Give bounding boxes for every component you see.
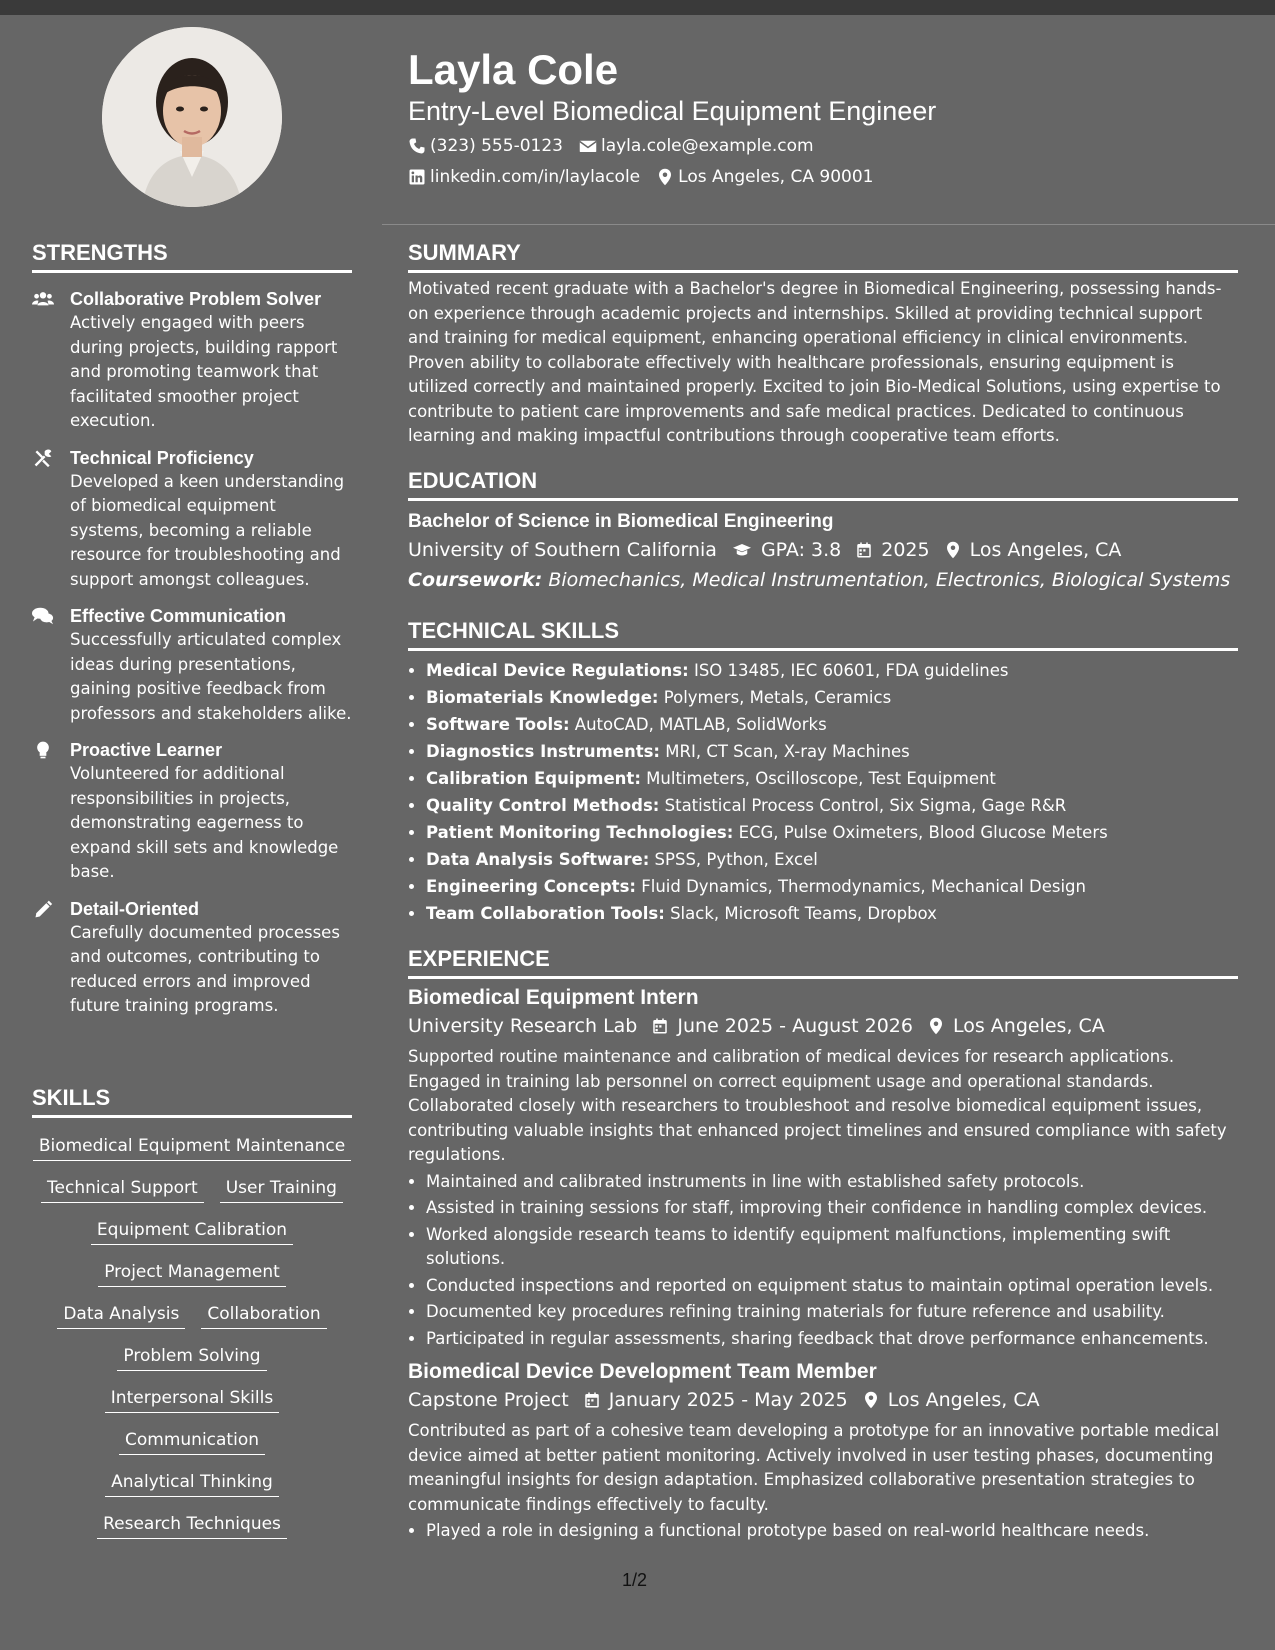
list-item bbox=[426, 684, 1238, 711]
envelope-icon bbox=[579, 137, 597, 155]
phone-number: (323) 555-0123 bbox=[430, 136, 563, 156]
skill-tags bbox=[32, 1132, 352, 1539]
list-item bbox=[426, 846, 1238, 873]
list-item: • Maintained and calibrated instruments in line with established safety protocols. bbox=[426, 1170, 1238, 1195]
technical-skills-section bbox=[408, 618, 1238, 927]
list-item bbox=[426, 738, 1238, 765]
strength-item bbox=[32, 738, 352, 885]
list-item: • Documented key procedures refining training materials for future reference and usability. bbox=[426, 1300, 1238, 1325]
skill-value: SPSS, Python, Excel bbox=[654, 850, 818, 869]
school-name: University of Southern California bbox=[408, 539, 717, 561]
tools-icon bbox=[32, 446, 70, 593]
contact-row-2 bbox=[408, 165, 889, 189]
job-title: Biomedical Equipment Intern bbox=[408, 986, 699, 1009]
lightbulb-icon bbox=[32, 738, 70, 885]
skill-label: Biomaterials Knowledge: bbox=[426, 688, 659, 707]
job-org: Capstone Project bbox=[408, 1389, 569, 1411]
top-bar bbox=[0, 0, 1275, 15]
users-icon bbox=[32, 287, 70, 434]
header-divider bbox=[382, 224, 1275, 225]
skill-label: Quality Control Methods: bbox=[426, 796, 660, 815]
phone-icon bbox=[408, 137, 426, 155]
experience-entry bbox=[408, 1359, 1238, 1544]
list-item bbox=[426, 711, 1238, 738]
skill-tag: User Training bbox=[220, 1174, 343, 1203]
location-text: Los Angeles, CA 90001 bbox=[678, 167, 874, 187]
candidate-role: Entry-Level Biomedical Equipment Engineer bbox=[408, 96, 937, 126]
pencil-icon bbox=[32, 897, 70, 1019]
gpa-value: GPA: 3.8 bbox=[760, 539, 842, 561]
experience-section bbox=[408, 946, 1238, 1546]
list-item: • Participated in regular assessments, sharing feedback that drove performance enhancements. bbox=[426, 1327, 1238, 1352]
map-pin-icon bbox=[944, 541, 962, 559]
strength-item bbox=[32, 287, 352, 434]
calendar-icon bbox=[651, 1017, 669, 1035]
strength-item bbox=[32, 897, 352, 1019]
strength-item bbox=[32, 604, 352, 726]
graduation-cap-icon bbox=[731, 541, 753, 559]
skill-tag: Problem Solving bbox=[117, 1342, 266, 1371]
skill-tag: Interpersonal Skills bbox=[105, 1384, 279, 1413]
location-contact bbox=[656, 165, 873, 189]
skill-value: MRI, CT Scan, X-ray Machines bbox=[665, 742, 910, 761]
map-pin-icon bbox=[862, 1391, 880, 1409]
experience-heading: EXPERIENCE bbox=[408, 946, 1238, 979]
page-number: 1/2 bbox=[622, 1570, 648, 1590]
skill-value: Statistical Process Control, Six Sigma, Gage R&R bbox=[664, 796, 1067, 815]
strength-title: Technical Proficiency bbox=[70, 447, 254, 468]
calendar-icon bbox=[583, 1391, 601, 1409]
job-dates bbox=[583, 1385, 848, 1415]
job-title: Biomedical Device Development Team Member bbox=[408, 1360, 877, 1383]
graduation-year bbox=[855, 535, 929, 565]
education-location bbox=[944, 535, 1122, 565]
job-bullets bbox=[408, 1170, 1238, 1352]
experience-entry bbox=[408, 985, 1238, 1351]
list-item: • Played a role in designing a functional prototype based on real-world healthcare needs. bbox=[426, 1519, 1238, 1544]
phone-contact bbox=[408, 134, 563, 158]
strength-title: Proactive Learner bbox=[70, 740, 223, 760]
list-item bbox=[426, 657, 1238, 684]
technical-skills-list bbox=[408, 657, 1238, 927]
strengths-heading: STRENGTHS bbox=[32, 240, 352, 273]
list-item bbox=[426, 900, 1238, 927]
skill-label: Patient Monitoring Technologies: bbox=[426, 823, 734, 842]
list-item bbox=[426, 765, 1238, 792]
calendar-icon bbox=[855, 541, 873, 559]
skills-section bbox=[32, 1085, 352, 1552]
skill-tag: Equipment Calibration bbox=[91, 1216, 293, 1245]
location-value: Los Angeles, CA bbox=[887, 1389, 1040, 1411]
skill-label: Team Collaboration Tools: bbox=[426, 904, 665, 923]
linkedin-url[interactable]: linkedin.com/in/laylacole bbox=[430, 167, 641, 187]
year-value: 2025 bbox=[881, 539, 930, 561]
list-item bbox=[426, 873, 1238, 900]
contact-row-1 bbox=[408, 134, 830, 158]
skill-value: Slack, Microsoft Teams, Dropbox bbox=[670, 904, 937, 923]
list-item: • Worked alongside research teams to identify equipment malfunctions, implementing swift solutions. bbox=[426, 1223, 1238, 1272]
skill-label: Medical Device Regulations: bbox=[426, 661, 689, 680]
strength-description: Developed a keen understanding of biomedical equipment systems, becoming a reliable resource for troubleshooting and support amongst colleagues. bbox=[70, 471, 345, 589]
summary-heading: SUMMARY bbox=[408, 240, 1238, 273]
education-heading: EDUCATION bbox=[408, 468, 1238, 501]
job-location bbox=[927, 1011, 1105, 1041]
location-value: Los Angeles, CA bbox=[952, 1015, 1105, 1037]
coursework-label: Coursework: bbox=[408, 569, 543, 591]
education-section bbox=[408, 468, 1238, 595]
degree-title: Bachelor of Science in Biomedical Engineering bbox=[408, 511, 834, 532]
strength-title: Detail-Oriented bbox=[70, 898, 200, 919]
skill-label: Software Tools: bbox=[426, 715, 570, 734]
skill-value: Polymers, Metals, Ceramics bbox=[663, 688, 892, 707]
strength-title: Effective Communication bbox=[70, 606, 287, 626]
strength-description: Successfully articulated complex ideas during presentations, gaining positive feedback from professors and stakeholders alike. bbox=[70, 630, 352, 723]
email-address[interactable]: layla.cole@example.com bbox=[600, 136, 814, 156]
candidate-name: Layla Cole bbox=[408, 46, 619, 93]
technical-skills-heading: TECHNICAL SKILLS bbox=[408, 618, 1238, 651]
skill-label: Diagnostics Instruments: bbox=[426, 742, 661, 761]
skill-tag: Communication bbox=[119, 1426, 265, 1455]
gpa bbox=[731, 535, 841, 565]
strength-item bbox=[32, 446, 352, 593]
coursework-list: Biomechanics, Medical Instrumentation, Electronics, Biological Systems bbox=[548, 569, 1231, 591]
job-org: University Research Lab bbox=[408, 1015, 638, 1037]
education-meta bbox=[408, 535, 1238, 565]
dates-value: January 2025 - May 2025 bbox=[608, 1389, 848, 1411]
map-pin-icon bbox=[656, 168, 674, 186]
job-description: Supported routine maintenance and calibration of medical devices for research applications. Engaged in training lab personnel on correct equipment usage and operational standards. Collaborated closely with researchers to troubleshoot and resolve biomedical equipment issues, contributing valuable insights that enhanced project timelines and ensured compliance with safety regulations. bbox=[408, 1047, 1227, 1164]
skill-tag: Technical Support bbox=[41, 1174, 204, 1203]
skill-label: Engineering Concepts: bbox=[426, 877, 636, 896]
strength-description: Actively engaged with peers during projects, building rapport and promoting teamwork that facilitated smoother project execution. bbox=[70, 313, 338, 430]
profile-photo bbox=[102, 27, 282, 207]
linkedin-icon bbox=[408, 168, 426, 186]
skill-label: Data Analysis Software: bbox=[426, 850, 650, 869]
skill-value: Fluid Dynamics, Thermodynamics, Mechanical Design bbox=[641, 877, 1086, 896]
list-item: • Conducted inspections and reported on equipment status to maintain optimal operation levels. bbox=[426, 1274, 1238, 1299]
strengths-section bbox=[32, 240, 352, 1019]
list-item bbox=[426, 819, 1238, 846]
coursework bbox=[408, 565, 1238, 595]
job-location bbox=[862, 1385, 1040, 1415]
strength-description: Carefully documented processes and outcomes, contributing to reduced errors and improved future training programs. bbox=[70, 922, 340, 1015]
skill-label: Calibration Equipment: bbox=[426, 769, 641, 788]
summary-section bbox=[408, 240, 1238, 449]
skill-tag: Research Techniques bbox=[97, 1510, 287, 1539]
comments-icon bbox=[32, 604, 70, 726]
skill-value: ISO 13485, IEC 60601, FDA guidelines bbox=[693, 661, 1009, 680]
dates-value: June 2025 - August 2026 bbox=[677, 1015, 913, 1037]
skill-value: ECG, Pulse Oximeters, Blood Glucose Meters bbox=[738, 823, 1108, 842]
job-meta bbox=[408, 1385, 1238, 1415]
job-bullets bbox=[408, 1519, 1238, 1544]
map-pin-icon bbox=[927, 1017, 945, 1035]
list-item: • Assisted in training sessions for staff, improving their confidence in handling complex devices. bbox=[426, 1196, 1238, 1221]
email-contact[interactable] bbox=[579, 134, 814, 158]
job-dates bbox=[651, 1011, 913, 1041]
strength-description: Volunteered for additional responsibilities in projects, demonstrating eagerness to expand skill sets and knowledge base. bbox=[70, 764, 339, 881]
job-description: Contributed as part of a cohesive team developing a prototype for an innovative portable medical device aimed at better patient monitoring. Actively involved in user testing phases, documenting meaningful insights for design adaptation. Emphasized collaborative presentation strategies to communicate findings effectively to faculty. bbox=[408, 1421, 1220, 1514]
list-item bbox=[426, 792, 1238, 819]
job-meta bbox=[408, 1011, 1238, 1041]
skill-value: AutoCAD, MATLAB, SolidWorks bbox=[574, 715, 827, 734]
skill-tag: Analytical Thinking bbox=[105, 1468, 279, 1497]
skill-value: Multimeters, Oscilloscope, Test Equipment bbox=[646, 769, 996, 788]
skill-tag: Collaboration bbox=[201, 1300, 326, 1329]
skill-tag: Biomedical Equipment Maintenance bbox=[33, 1132, 351, 1161]
location-value: Los Angeles, CA bbox=[969, 539, 1122, 561]
summary-text: Motivated recent graduate with a Bachelor's degree in Biomedical Engineering, possessing hands-on experience through academic projects and internships. Skilled at providing technical support and training for medical equipment, enhancing operational efficiency in clinical environments. Proven ability to collaborate effectively with healthcare professionals, ensuring equipment is utilized correctly and maintained properly. Excited to join Bio-Medical Solutions, using expertise to contribute to patient care improvements and safe medical practices. Dedicated to continuous learning and making impactful contributions through cooperative team efforts. bbox=[408, 279, 1222, 445]
skill-tag: Data Analysis bbox=[57, 1300, 185, 1329]
skill-tag: Project Management bbox=[98, 1258, 286, 1287]
skills-heading: SKILLS bbox=[32, 1085, 352, 1118]
linkedin-contact[interactable] bbox=[408, 165, 640, 189]
strength-title: Collaborative Problem Solver bbox=[70, 289, 322, 309]
